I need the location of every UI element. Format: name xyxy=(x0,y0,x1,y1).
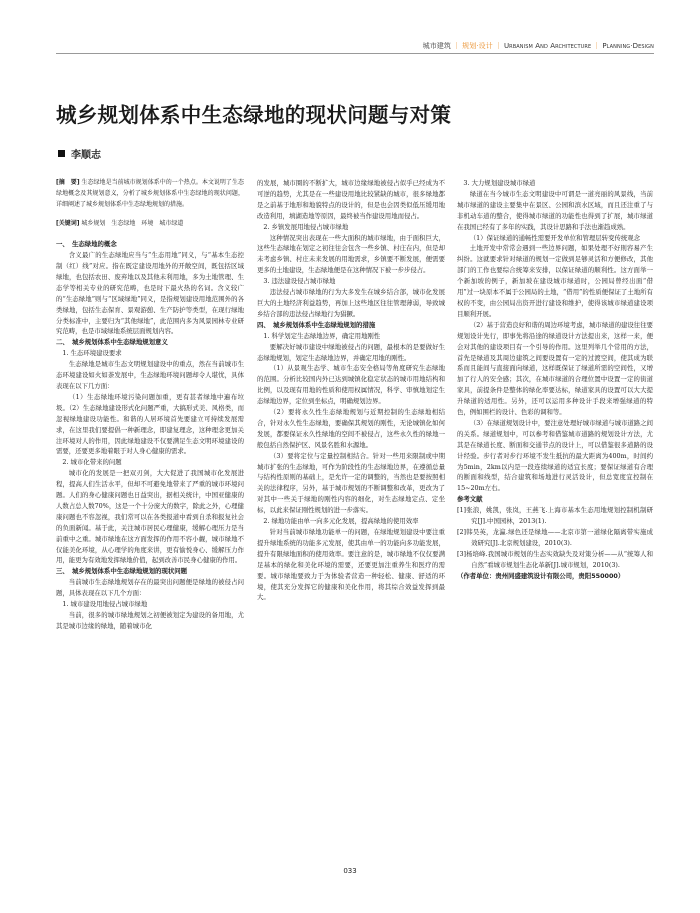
paragraph: （2）要将永久性生态绿地规划与近期控制的生态绿地相结合，针对永久性生态绿地，要确保其规划的刚性，无论城镇化如何发展，都要保证永久性绿地的空间不被侵占，这些永久性的绿地一般包括自然保护区、风景名胜和水源地。 xyxy=(257,408,445,449)
abstract-label: [摘 要] xyxy=(56,179,80,186)
paragraph: 违法侵占城市绿地的行为大多发生在城乡结合部，城市化发展巨大的土地经济利益趋势，再加上这些地区往往管理薄弱，导致城乡结合部的违法侵占绿地行为猖獗。 xyxy=(257,288,445,318)
section-heading: 四、 城乡规划体系中生态绿地规划的措施 xyxy=(257,320,376,329)
paragraph: （3）要将定位与定量控制相结合。针对一些用来限制或中期城市扩张的生态绿地，可作为阶段性的生态绿地边界，在遵循总量与结构性原则的基础上，是允许一定的调整的，当然也是要按照相关的法律程序，另外，基于城市规划的不断调整和改革，更改为了对其中一些关于绿地的刚性内容的细化，对生态绿地定点、定坐标，以此来保证刚性规划的进一步落实。 xyxy=(257,451,445,515)
subsection-heading: 2. 城市化带来的问题 xyxy=(62,458,122,467)
page-number: 033 xyxy=(343,867,357,875)
references-heading: 参考文献 xyxy=(457,495,483,504)
subsection-heading: 1. 科学划定生态绿地边界，确定用地刚性 xyxy=(263,331,381,340)
subsection-heading: 1. 城市建设用地侵占城市绿地 xyxy=(62,600,148,609)
header-english-section: Planning·Design xyxy=(602,42,654,50)
header-subcategory: 规划·设计 xyxy=(462,42,493,50)
header-separator: ｜ xyxy=(453,42,461,50)
subsection-heading: 2. 绿地功能由单一向多元化发展，提高绿地的使用效率 xyxy=(263,517,419,526)
header-english-title: Urbanism And Architecture xyxy=(503,42,592,50)
paragraph: 当前，很多的城市绿地规划之初便被划定为建设的备用地，尤其是城市边缘的绿地，随着城市化 xyxy=(56,611,244,630)
paragraph: 含义最广的生态绿地应当与“生态用地”同义，与“基本生态控制（红）线”对应。指在既定建设用地外的开敞空间，既包括区域绿地，也包括农田、废弃地以及其他未利用地，多为土地管理、生态学等相关专业的研究范畴，也是时下最火热的名词。含义较广的“生态绿地”则与“区域绿地”同义，是指规划建设用地范围外的各类绿地，包括生态保育、景观游憩、生产防护等类型，在现行绿地分类标准中，主要归为“其他绿地”，此范围内多为风景园林专业研究范畴，也是市域绿地系统层面规划内容。 xyxy=(56,251,244,336)
column-1 xyxy=(56,178,244,632)
subsection-heading: 1. 生态环境建设要求 xyxy=(62,349,122,358)
paragraph: 城市化的发展是一把双刃剑，大大促进了我国城市化发展进程，提高人们生活水平，但却不可避免地带来了严重的城市环境问题。人们的身心健康问题也日益突出，据相关统计，中国亚健康的人数占总人数70%，这是一个十分庞大的数字，除此之外，心理健康问题也不容忽视，我们常可以在各类报道中看到自杀和报复社会的负面新闻。基于此，关注城市居民心理健康，缓解心理压力是当前重中之重。城市绿地在这方面发挥的作用不容小觑，城市绿地不仅能美化环境，从心理学的角度来讲，更有愉悦身心、缓解压力作用，能更为有效地发挥绿地价值，起到改善市民身心健康的作用。 xyxy=(56,469,244,565)
keywords xyxy=(56,219,244,230)
author-affiliation: （作者单位：贵州同盛建筑设计有限公司，贵阳550000） xyxy=(457,571,625,580)
header-category: 城市建筑 xyxy=(422,42,451,50)
author-bullet xyxy=(58,150,65,157)
column-3-body xyxy=(457,178,653,494)
abstract-text: 生态绿地是当前城市规划体系中的一个热点。本文说明了生态绿地概念及其规划意义，分析了城乡规划体系中生态绿地的现状问题，详细阐述了城乡规划体系中生态绿地规划的措施。 xyxy=(56,179,244,208)
column-2-body xyxy=(257,178,445,603)
paragraph: （1）保证绿道的通畅性需要开发单位和管理层转变传统观念 xyxy=(469,233,641,242)
section-heading: 一、 生态绿地的概念 xyxy=(56,240,117,249)
references-list xyxy=(457,505,653,570)
column-2 xyxy=(257,178,445,603)
subsection-heading: 2. 乡镇发展用地侵占城市绿地 xyxy=(263,222,349,231)
abstract xyxy=(56,178,244,210)
header-separator: ｜ xyxy=(494,42,502,50)
paragraph: （2）基于营造良好和谐的周边环境考虑，城市绿道的建设往往要规划设计先行，即事先将沿途的绿道设计方法提出来，这样一来，便会对其他的建设项目有一个引导的作用。这里列举几个常用的方法，首先是绿道及其周边建筑之间要设置有一定的过渡空间，使其成为联系而且能间与直接面向绿道，这样既保证了绿道所需的空间性，又增加了行人的安全感；其次，在城市绿道的合理位置中设置一定的街道家具，前提条件是整体的绿化率要达标，绿道家具的设置可以大大提升绿道的适用性。另外，还可以运用多种设计手段来增强绿道的特色，例如围栏的设计、色彩的调和等。 xyxy=(457,320,653,417)
column-1-body xyxy=(56,239,244,632)
paragraph: 土地开发中常常会遇到一些边界问题，如果处理不好則容易产生纠纷。这就要求针对绿道的规划一定做到足够灵活和方便修改，其他部门的工作也要综合统筹来安排，以保证绿道的顺利性。这方面举一个新加坡的例子，新加坡在建设城市绿道时，公园局曾经出面“借用”过一块原本不属于公园局的土地，“借用”的性质便保证了土地所有权的不变，由公园局出资开进行建设和维护，使得该城市绿道建设项目顺利开展。 xyxy=(457,244,653,318)
paragraph: 绿道在当今城市生态文明建设中可谓是一道亮丽的风景线，当前城市绿道的建设主要集中在景区、公园和滨水区域，而且还注重了与非机动车道的整合，使得城市绿道的功能性也得到了扩展，城市绿道在我国已经有了多年的实践，其设计思路和手法也渐趋成熟。 xyxy=(457,189,653,231)
reference-item: [2]韩昊英，龙瀛.绿色还是绿地——北京市第一道绿化隔离带实施成效研究[J].北京规划建设，2010(3). xyxy=(457,528,653,547)
paragraph: 的发展，城市圈的不断扩大，城市边缘绿地被侵占似乎已经成为不可逆的趋势，尤其是在一些建设用地比较紧缺的城市，很多绿地都是之前基于地形和地貌特点的设计的，但是也会因类似低压缓用地改造利用，填湖造地等原因，最终被当作建设用地而侵占。 xyxy=(257,179,445,220)
paragraph: 要解决好城市建设中绿地被侵占的问题，最根本的是要做好生态绿地规划，划定生态绿地边界，并确定用地的刚性。 xyxy=(257,342,445,362)
reference-item: [3]杨培峰.我国城市规划的生态实效缺失及对策分析——从“统筹人和自然”看城市规划生态化革新[J].城市规划，2010(3). xyxy=(457,549,653,569)
reference-item: [1]张浪，姚凯，张岚，王燕飞.上海市基本生态用地规划控制机制研究[J].中国园林，2013(1). xyxy=(457,506,653,526)
header-rule xyxy=(56,53,654,54)
section-heading: 三、 城乡规划体系中生态绿地规划的现状问题 xyxy=(56,567,188,576)
paragraph: （1）生态绿地环境污染问题加重，更有甚者绿地中遍布垃圾。（2）生态绿地建设形式化问题严重，大搞形式美、风格类，而忽视绿地建设功能性。和谐的人居环境首先要建立可持续发展需求，在这里我们要提倡一种新理念，即建复理念，这种理念更加关注环境对人的作用，因此绿地建设不仅要满足生态文明环境建设的需要，还要更多地着眼于对人身心健康的需求。 xyxy=(56,392,244,456)
paragraph: 这种情况突出表现在一些大面积的城市绿地，由于面积巨大，这些生态绿地在划定之初往往会包含一些乡镇、村庄在内，但是却未考虑乡镇、村庄未来发展的用地需求，乡镇要不断发展，便需要更多的土地建设，生态绿地便是在这种情况下被一步步侵占。 xyxy=(257,233,445,275)
author-name: 李顺志 xyxy=(71,150,101,161)
section-heading: 二、 城乡规划体系中生态绿地规划意义 xyxy=(56,338,168,347)
article-title: 城乡规划体系中生态绿地的现状问题与对策 xyxy=(56,103,452,127)
paragraph: （1）从景观生态学、城市生态安全格局等角度研究生态绿地的范围。分析比较国内外已达到城镇化稳定状态的城市用地结构和比例，以及现有用地的性质和使用权属情况，科学、审慎地划定生态绿地边界，定位到坐标点，明确规划边界。 xyxy=(257,364,445,406)
keywords-label: [关键词] xyxy=(56,220,80,228)
paragraph: （3）在绿道规划设计中，要注意处理好城市绿道与城市道路之间的关系。绿道规划中，可以参考和借鉴城市道路的规划设计方法，尤其是在绿道长度、断面和交通节点的设计上，可以借鉴很多道路的设计经验。步行者对步行环境不发生抵抗的最大距离为400m，时间约为5min，2km以内是一段连续绿道的适宜长度；要保证绿道有合理的断面和线型，结合建筑和场地进行灵活设计，但总宽度宜控制在15~20m左右。 xyxy=(457,418,653,493)
header-separator: ｜ xyxy=(593,42,601,50)
subsection-heading: 3. 违法建设侵占城市绿地 xyxy=(263,277,336,286)
journal-header xyxy=(423,41,654,51)
paragraph: 当前城市生态绿地规划存在的最突出问题便是绿地的被侵占问题，具体表现在以下几个方面： xyxy=(56,578,244,598)
keywords-text: 城乡规划 生态绿地 环境 城市绿道 xyxy=(81,220,184,228)
paragraph: 生态绿地是城市生态文明规划建设中的重点，然在当前城市生态环境建设如火如荼发展中，生态绿地环境问题却令人堪忧，具体表现在以下几方面： xyxy=(56,360,244,390)
paragraph: 针对当前城市绿地功能单一的问题，在绿地规划建设中要注重提升绿地系统的功能多元发展，使其由单一的功能向多功能发展，提升有限绿地面积的使用效率。要注意的是，城市绿地不仅仅要满足基本的绿化和美化环境的需要，还要更加注重养生和医疗的需要。城市绿地要致力于为体验者营造一种轻松、健康、舒适的环境，使其充分发挥它的健康和美化作用，将其综合效益发挥到最大。 xyxy=(257,528,445,602)
subsection-heading: 3. 大力规划建设城市绿道 xyxy=(463,179,536,187)
author-line xyxy=(58,146,101,161)
column-3 xyxy=(457,178,653,582)
